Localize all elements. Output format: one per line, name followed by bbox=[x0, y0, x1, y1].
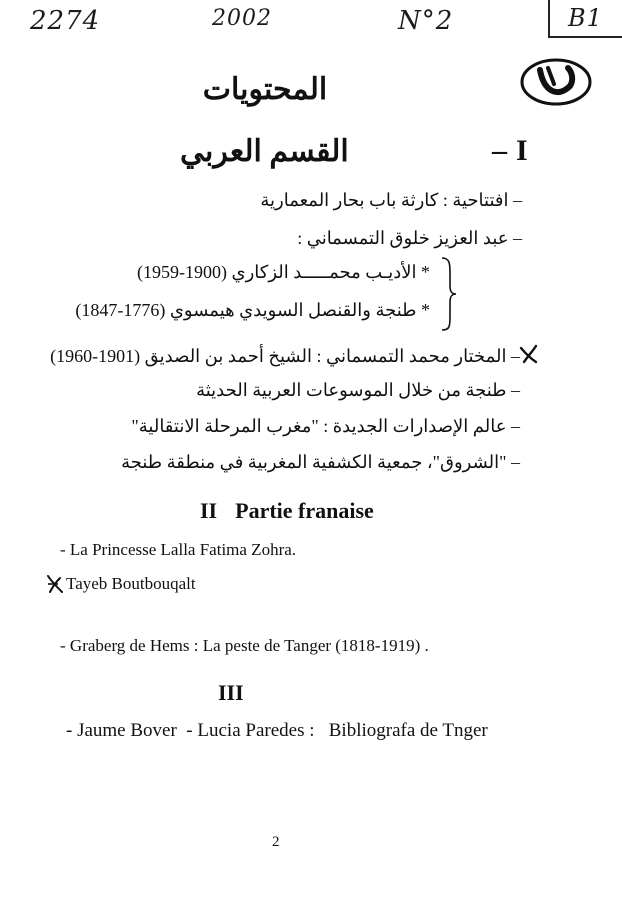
third-section-line: - Jaume Bover - Lucia Paredes : Bibliografa de Tnger bbox=[66, 720, 488, 741]
arabic-subitem-swedish-consul: * طنجة والقنصل السويدي هيمسوي (1776-1847) bbox=[75, 300, 430, 320]
arabic-section-dash: – bbox=[492, 134, 507, 167]
page-title: المحتويات bbox=[202, 73, 328, 106]
handwritten-box-code: B1 bbox=[568, 4, 603, 32]
stamp-icon bbox=[518, 56, 594, 108]
french-item-graberg: - Graberg de Hems : La peste de Tanger (1818-1919) . bbox=[60, 636, 429, 655]
arabic-item-publications: – عالم الإصدارات الجديدة : "مغرب المرحلة الانتقالية" bbox=[131, 416, 520, 436]
arabic-section-heading bbox=[180, 134, 528, 174]
third-section-roman: III bbox=[218, 680, 244, 705]
french-item-boutbouqalt: Tayeb Boutbouqalt bbox=[66, 574, 196, 593]
arabic-item-author: – عبد العزيز خلوق التمسماني : bbox=[297, 228, 522, 248]
french-section-roman: II bbox=[200, 498, 218, 523]
top-right-box bbox=[548, 0, 622, 38]
french-section-title: Partie franaise bbox=[235, 498, 374, 523]
arabic-section-roman: I bbox=[516, 134, 528, 167]
handwritten-year: 2002 bbox=[212, 6, 272, 31]
french-item-princess: - La Princesse Lalla Fatima Zohra. bbox=[60, 540, 297, 559]
arabic-subitem-zakari: * الأديـب محمـــــد الزكاري (1900-1959) bbox=[137, 262, 430, 282]
arabic-item-mokhtar: – المختار محمد التمسماني : الشيخ أحمد بن الصديق (1901-1960) bbox=[50, 346, 520, 366]
brace-icon bbox=[436, 256, 460, 332]
arabic-item-encyclopedias: – طنجة من خلال الموسوعات العربية الحديثة bbox=[196, 380, 520, 400]
arabic-item-editorial: – افتتاحية : كارثة باب بحار المعمارية bbox=[260, 190, 522, 210]
cross-mark-icon bbox=[44, 574, 66, 594]
handwritten-archive-number: 2274 bbox=[30, 6, 101, 36]
arabic-section-title: القسم العربي bbox=[180, 135, 349, 168]
page-number: 2 bbox=[272, 834, 280, 850]
checkmark-icon bbox=[518, 344, 540, 364]
handwritten-issue-number: N°2 bbox=[398, 6, 454, 36]
french-section-heading bbox=[200, 498, 374, 524]
arabic-item-scouts: – "الشروق"، جمعية الكشفية المغربية في منطقة طنجة bbox=[121, 452, 520, 472]
